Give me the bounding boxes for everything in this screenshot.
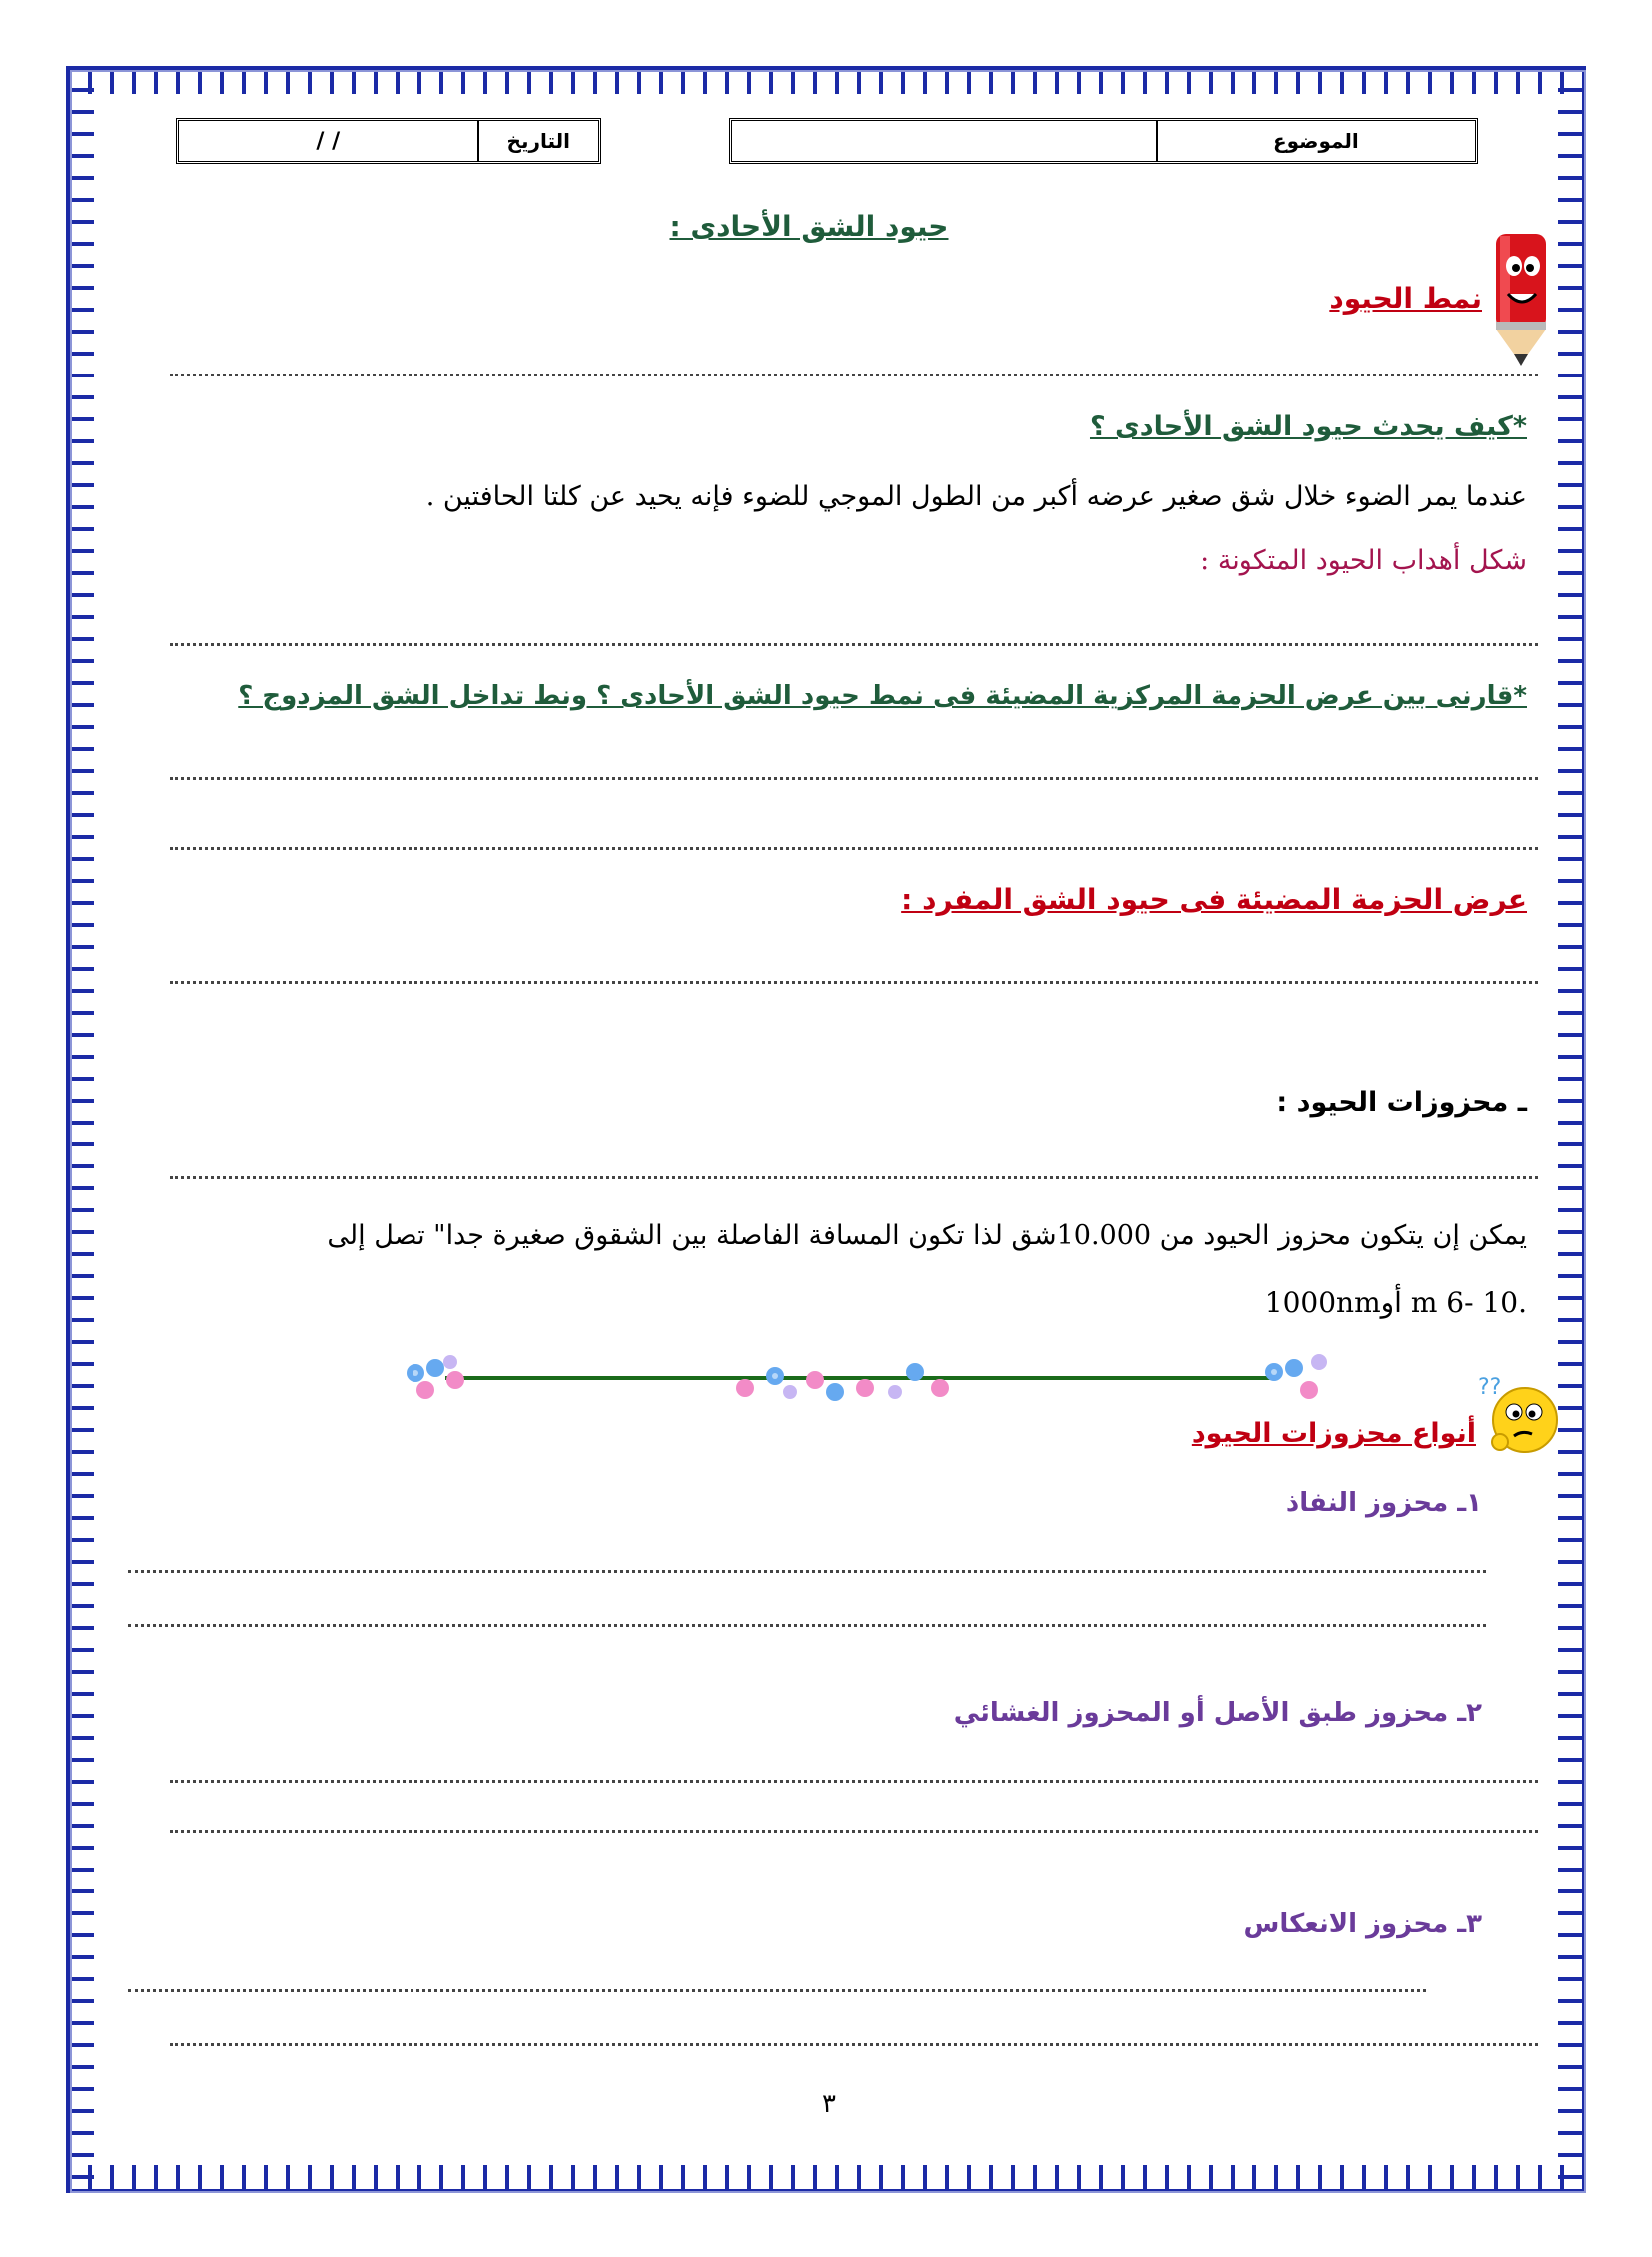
answer-line xyxy=(170,969,1538,984)
grating-type-2: ٢ـ محزوز طبق الأصل أو المحزوز الغشائي xyxy=(953,1698,1482,1728)
answer-line xyxy=(128,1977,1426,1992)
thinking-face-icon xyxy=(1470,1368,1560,1458)
answer-line xyxy=(128,1558,1486,1573)
answer-line xyxy=(170,835,1538,850)
svg-text:??: ?? xyxy=(1478,1375,1502,1400)
answer-line xyxy=(170,631,1538,646)
question-2: *قارنى بين عرض الحزمة المركزية المضيئة فى نمط حيود الشق الأحادى ؟ ونط تداخل الشق المزدوج ؟ xyxy=(238,681,1527,711)
date-field[interactable]: / / xyxy=(316,128,341,154)
subject-box xyxy=(729,118,1478,164)
date-label: التاريخ xyxy=(477,121,598,161)
date-box xyxy=(176,118,601,164)
main-title: حيود الشق الأحادى : xyxy=(669,210,949,243)
page-border-inner xyxy=(70,70,1586,2193)
question-1: *كيف يحدث حيود الشق الأحادى ؟ xyxy=(1089,411,1527,442)
answer-line xyxy=(170,765,1538,780)
gratings-heading: ـ محزوزات الحيود : xyxy=(1276,1087,1527,1118)
answer-line xyxy=(170,1164,1538,1179)
subject-label: الموضوع xyxy=(1156,121,1475,161)
flower-divider-icon xyxy=(396,1348,1354,1408)
grating-text-line-2: 1000nmأو m 6- 10. xyxy=(1264,1286,1527,1319)
answer-line xyxy=(170,2031,1538,2046)
page-number: ٣ xyxy=(822,2089,836,2119)
answer-line xyxy=(170,362,1538,376)
grating-type-1: ١ـ محزوز النفاذ xyxy=(1285,1488,1482,1518)
subject-field[interactable] xyxy=(732,121,1156,161)
answer-1-text: عندما يمر الضوء خلال شق صغير عرضه أكبر من الطول الموجي للضوء فإنه يحيد عن كلتا الحافتين . xyxy=(425,481,1527,512)
width-heading: عرض الحزمة المضيئة فى حيود الشق المفرد : xyxy=(901,883,1527,916)
types-heading: أنواع محزوزات الحيود xyxy=(1191,1418,1476,1449)
grating-text-line-1: يمكن إن يتكون محزوز الحيود من 10.000شق لذا تكون المسافة الفاصلة بين الشقوق صغيرة جدا" تصل إلى xyxy=(327,1220,1527,1251)
answer-line xyxy=(170,1818,1538,1833)
pencil-mascot-icon xyxy=(1486,214,1556,374)
answer-line xyxy=(128,1612,1486,1627)
answer-line xyxy=(170,1768,1538,1783)
grating-type-3: ٣ـ محزوز الانعكاس xyxy=(1243,1909,1482,1939)
fringe-shape-label: شكل أهداب الحيود المتكونة : xyxy=(1200,545,1527,576)
pattern-heading: نمط الحيود xyxy=(1329,282,1482,315)
